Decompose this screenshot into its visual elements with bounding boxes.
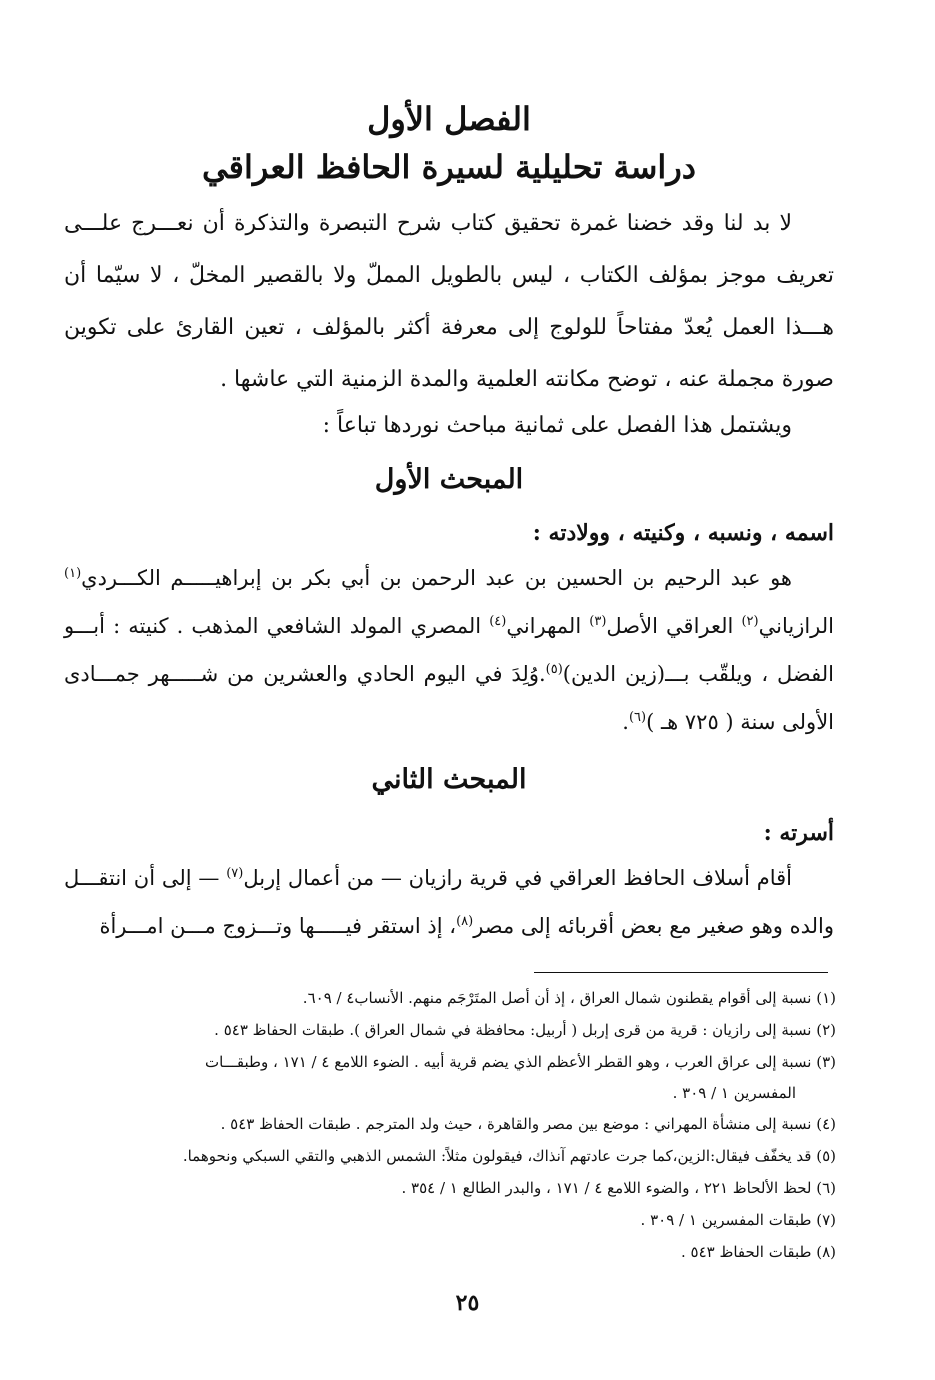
footnote-5: (٥) قد يخفّف فيقال:الزين،كما جرت عادتهم آنذاك، فيقولون مثلاً: الشمس الذهبي والتقي السبكي ونحوهما. (182, 1147, 836, 1165)
intro-line: ويشتمل هذا الفصل على ثمانية مباحث نوردها تباعاً : (322, 413, 792, 438)
section-1-text: الرازياني (758, 614, 834, 638)
footnote-ref-6[interactable]: (٦) (628, 710, 647, 725)
section-2-text: — إلى أن انتقـــل والده وهو صغير مع بعض أقربائه إلى مصر (64, 866, 834, 938)
section-2-title: المبحث الثاني (371, 764, 527, 795)
section-2-paragraph (64, 854, 834, 950)
footnote-ref-4[interactable]: (٤) (489, 614, 507, 629)
page-number: ٢٥ (455, 1290, 480, 1316)
footnote-7: (٧) طبقات المفسرين ١ / ٣٠٩ . (640, 1211, 836, 1229)
chapter-subtitle: دراسة تحليلية لسيرة الحافظ العراقي (201, 148, 697, 186)
section-1-text: العراقي الأصل (606, 614, 742, 638)
section-1-text: المهراني (506, 614, 590, 638)
section-1-text: المصري المولد الشافعي المذهب . كنيته : أبـــو الفضل ، ويلقّب بـــ(زين الدين) (64, 614, 834, 686)
intro-paragraph: لا بد لنا وقد خضنا غمرة تحقيق كتاب شرح التبصرة والتذكرة أن نعـــرج علـــى تعريف موجز بمؤلف الكتاب ، ليس بالطويل المملّ ولا بالقصير المخلّ ، لا سيّما أن هـــذا العمل يُعدّ مفتاحاً للولوج إلى معرفة أكثر بالمؤلف ، تعين القارئ على تكوين صورة مجملة عنه ، توضح مكانته العلمية والمدة الزمنية التي عاشها . (64, 211, 834, 392)
footnote-ref-2[interactable]: (٢) (741, 614, 759, 629)
footnote-ref-1[interactable]: (١) (64, 566, 82, 581)
section-2-subheading: أسرته : (763, 820, 834, 846)
footnote-6: (٦) لحظ الألحاظ ٢٢١ ، والضوء اللامع ٤ / ١٧١ ، والبدر الطالع ١ / ٣٥٤ . (401, 1179, 836, 1197)
footnote-4: (٤) نسبة إلى منشأة المهراني : موضع بين مصر والقاهرة ، حيث ولد المترجم . طبقات الحفاظ ٥٤٣ . (220, 1115, 836, 1133)
footnote-ref-5[interactable]: (٥) (545, 662, 563, 677)
section-2-text: أقام أسلاف الحافظ العراقي في قرية رازيان — من أعمال إربل (243, 866, 792, 890)
section-1-title: المبحث الأول (374, 464, 524, 495)
section-2-text: ، إذ استقر فيـــــها وتـــزوج مـــن امـــرأة (99, 914, 457, 938)
section-1-paragraph (64, 554, 834, 746)
section-1-text: هو عبد الرحيم بن الحسين بن عبد الرحمن بن أبي بكر بن إبراهيـــــم الكـــردي (81, 566, 792, 590)
footnote-ref-3[interactable]: (٣) (589, 614, 607, 629)
footnotes (60, 982, 836, 1268)
footnote-divider (534, 972, 828, 973)
chapter-title: الفصل الأول (367, 100, 531, 138)
section-1-text: . (622, 710, 629, 734)
footnote-3-continuation: المفسرين ١ / ٣٠٩ . (672, 1084, 796, 1102)
footnote-ref-8[interactable]: (٨) (456, 914, 474, 929)
section-1-text: .وُلِدَ في اليوم الحادي والعشرين من شـــــهر جمـــادى الأولى سنة ( ٧٢٥ هـ ) (64, 662, 834, 734)
footnote-1: (١) نسبة إلى أقوام يقطنون شمال العراق ، إذ أن أصل المتَرْجَم منهم. الأنساب٤ / ٦٠٩. (302, 989, 836, 1007)
footnote-ref-7[interactable]: (٧) (226, 866, 244, 881)
footnote-8: (٨) طبقات الحفاظ ٥٤٣ . (681, 1243, 836, 1261)
footnote-2: (٢) نسبة إلى رازيان : قرية من قرى إربل ( أربيل: محافظة في شمال العراق ). طبقات الحفاظ ٥٤٣ . (214, 1021, 836, 1039)
page-body (64, 96, 834, 950)
section-1-subheading: اسمه ، ونسبه ، وكنيته ، وولادته : (532, 520, 834, 546)
footnote-3: (٣) نسبة إلى عراق العرب ، وهو القطر الأعظم الذي يضم قرية أبيه . الضوء اللامع ٤ / ١٧١ ، وطبقـــات (205, 1053, 836, 1071)
